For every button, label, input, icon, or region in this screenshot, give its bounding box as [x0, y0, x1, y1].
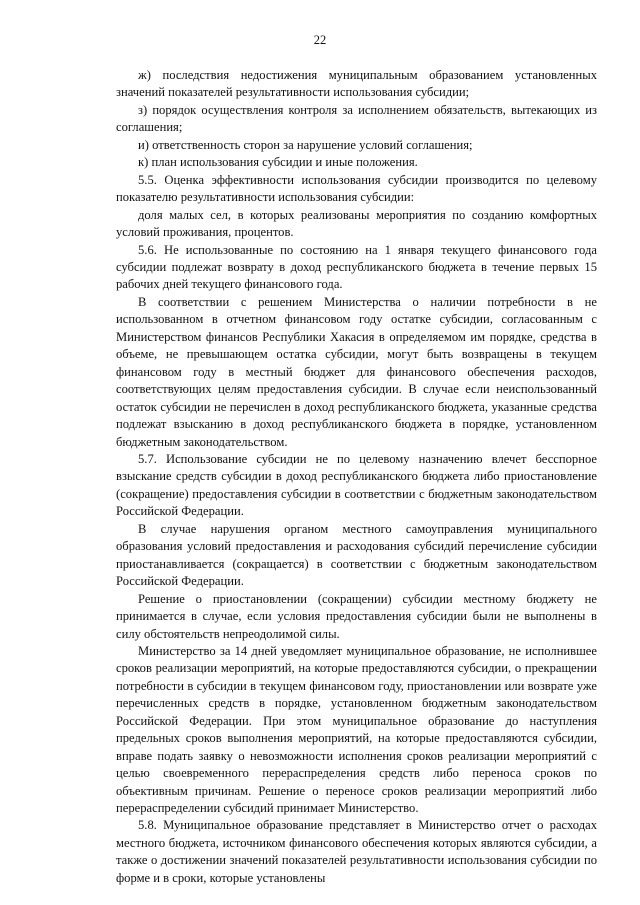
paragraph-item-i: и) ответственность сторон за нарушение условий соглашения; [138, 137, 473, 152]
paragraph-5-6-decision: В соответствии с решением Министерства о наличии потребности в не использованном в отчетном финансовом году остатке субсидии, согласованным с Министерством финансов Республики Хакасия в определяемом им порядке, средства в объеме, не превышающем остатка субсидии, могут быть возвращены в текущем финансовом году в местный бюджет для финансового обеспечения расходов, соответствующих целям предоставления субсидии. В случае если неиспользованный остаток субсидии не перечислен в доход республиканского бюджета, указанные средства подлежат взысканию в доход республиканского бюджета в порядке, установленном бюджетным законодательством. [116, 294, 597, 449]
paragraph-item-zh: ж) последствия недостижения муниципальным образованием установленных значений показателей результативности использования субсидии; [116, 68, 597, 100]
paragraph-5-8: 5.8. Муниципальное образование представляет в Министерство отчет о расходах местного бюджета, источником финансового обеспечения которых являются субсидии, а также о достижении значений показателей результативности использования субсидии по форме и в сроки, которые установлены [116, 818, 597, 885]
paragraph-5-7: 5.7. Использование субсидии не по целевому назначению влечет бесспорное взыскание средств субсидии в доход республиканского бюджета либо приостановление (сокращение) предоставления субсидии в соответствии с бюджетным законодательством Российской Федерации. [116, 451, 597, 519]
paragraph-5-6: 5.6. Не использованные по состоянию на 1 января текущего финансового года субсидии подлежат возврату в доход республиканского бюджета в течение первых 15 рабочих дней текущего финансового года. [116, 242, 597, 292]
page-number: 22 [313, 33, 327, 47]
paragraph-item-k: к) план использования субсидии и иные положения. [138, 155, 418, 170]
paragraph-5-7-force-majeure: Решение о приостановлении (сокращении) субсидии местному бюджету не принимается в случае, если условия предоставления субсидии были не выполнены в силу обстоятельств непреодолимой силы. [116, 591, 597, 641]
paragraph-5-7-notification: Министерство за 14 дней уведомляет муниципальное образование, не исполнившее сроков реализации мероприятий, на которые предоставляются субсидии, о прекращении потребности в субсидии в текущем финансовом году, приостановлении или возврате уже перечисленных средств в порядке, установленном бюджетным законодательством Российской Федерации. При этом муниципальное образование до наступления предельных сроков выполнения мероприятий, на которые предоставляются субсидии, вправе подать заявку о невозможности исполнения сроков реализации мероприятий с целью своевременного перераспределения средств либо переноса сроков по объективным причинам. Решение о переносе сроков реализации мероприятий либо перераспределении субсидий принимает Министерство. [116, 643, 597, 816]
document-body [116, 67, 597, 887]
paragraph-item-z: з) порядок осуществления контроля за исполнением обязательств, вытекающих из соглашения; [116, 102, 597, 135]
paragraph-5-5: 5.5. Оценка эффективности использования субсидии производится по целевому показателю результативности использования субсидии: [116, 172, 597, 205]
paragraph-5-7-violation: В случае нарушения органом местного самоуправления муниципального образования условий предоставления и расходования субсидий перечисление субсидии приостанавливается (сокращается) в соответствии с бюджетным законодательством Российской Федерации. [116, 521, 597, 589]
paragraph-indicator: доля малых сел, в которых реализованы мероприятия по созданию комфортных условий проживания, процентов. [116, 207, 597, 240]
